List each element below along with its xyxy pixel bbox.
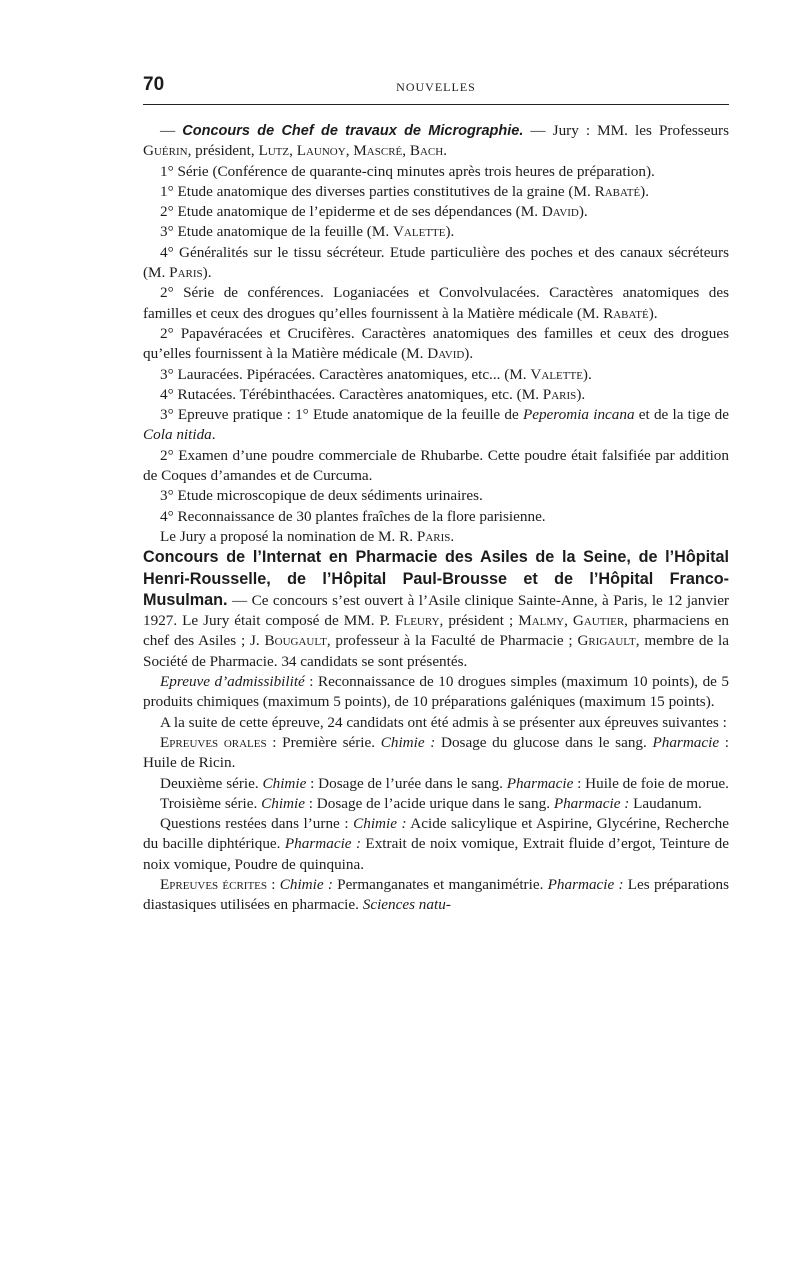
text: Deuxième série. [160,774,263,792]
text: ). [576,385,586,403]
label-epreuves-orales: Epreuves orales [160,733,267,751]
name-lutz: Lutz [258,142,290,160]
item-feuille [143,222,729,242]
label-epreuves-ecrites: Epreuves écrites [160,875,268,893]
text: Laudanum. [629,794,702,812]
name-bougault: Bougault [264,632,327,650]
text: Permanganates et manganimétrie. [332,875,548,893]
item-lauracees [143,365,729,385]
label-pharmacie: Pharmacie : [547,875,624,893]
name-david: David [427,345,465,363]
name-valette: Valette [530,365,583,383]
label-chimie: Chimie : [353,815,407,833]
text: 2° Papavéracées et Crucifères. Caractères anatomiques des familles et ceux des drogues qu’elles fournissent à la Matière médicale (M. [143,324,729,363]
name-fleury: Fleury [395,612,440,630]
item-papaveracees [143,324,729,365]
text: , président ; [439,612,519,630]
name-valette: Valette [392,223,446,241]
item-serie-1: 1° Série (Conférence de quarante-cinq minutes après trois heures de préparation). [160,162,655,180]
label-pharmacie: Pharmacie [506,774,574,792]
label-pharmacie: Pharmacie : [284,835,362,853]
species-cola: Cola nitida [143,426,212,444]
text: 2° Etude anatomique de l’epiderme et de ses dépendances (M. [160,203,542,221]
label-chimie: Chimie [261,794,305,812]
sep: . [443,142,448,160]
label-sciences-naturelles: Sciences natu- [362,896,451,914]
paragraph-oral-serie-1 [143,733,729,774]
page-header [143,70,729,105]
name-bach: Bach [409,142,444,160]
text: : [267,875,280,893]
label-chimie: Chimie : [380,733,436,751]
label-chimie: Chimie [262,774,307,792]
label-chimie: Chimie : [279,875,333,893]
page-number: 70 [143,74,165,95]
item-tissu-secreteur [143,243,729,284]
name-david: David [541,203,579,221]
label-pharmacie: Pharmacie [652,733,720,751]
text: . [211,426,216,444]
text: Le Jury a proposé la nomination de M. R. [160,527,417,545]
text: 3° Etude anatomique de la feuille (M. [160,223,393,241]
section1-title: Concours de Chef de travaux de Micrographie. [182,123,524,139]
page-body [143,121,729,916]
document-page [143,70,729,916]
paragraph-questions-urne [143,814,729,875]
text: ). [582,365,592,383]
name-gautier: Gautier [572,612,625,630]
text: ). [464,345,474,363]
paragraph-admissibilite [143,672,729,713]
species-peperomia: Peperomia incana [522,406,635,424]
sep: , [402,142,410,160]
text: , [564,612,573,630]
paragraph-oral-serie-2 [143,774,729,794]
text: Les préparations diastasiques utilisées en pharmacie. [143,875,730,914]
item-rhubarbe: 2° Examen d’une poudre commerciale de Rhubarbe. Cette poudre était falsifiée par addition de Coques d’amandes et de Curcuma. [143,446,729,485]
text: et de la tige de [634,406,729,424]
name-mascre: Mascré [353,142,403,160]
text: 4° Rutacées. Térébinthacées. Caractères anatomiques, etc. (M. [160,385,543,403]
name-paris: Paris [169,264,203,282]
name-grigault: Grigault [577,632,636,650]
name-rabate: Rabaté [603,304,649,322]
section1-heading-paragraph [143,121,729,162]
text: Extrait de noix vomique, Extrait fluide d’ergot, Teinture de noix vomique, Poudre de quinquina. [143,835,729,873]
sep: , [345,142,354,160]
item-sediments: 3° Etude microscopique de deux sédiments urinaires. [160,487,483,505]
item-rutacees [143,385,729,405]
text: : Dosage de l’acide urique dans le sang. [304,794,554,812]
name-malmy: Malmy [518,612,565,630]
text: : Reconnaissance de 10 drogues simples (maximum 10 points), de 5 produits chimiques (maximum 5 points), de 10 préparations galéniques (maximum 15 points). [143,673,729,711]
section2-title: Concours de l’Internat en Pharmacie des Asiles de la Seine, de l’Hôpital Henri-Rousselle, de l’Hôpital Paul-Brousse et de l’Hôpital Franco-Musulman. [143,548,729,609]
name-rabate: Rabaté [594,182,641,200]
dash: — [160,122,183,139]
paragraph-suite: A la suite de cette épreuve, 24 candidats ont été admis à se présenter aux épreuves suivantes : [160,713,727,731]
item-plantes: 4° Reconnaissance de 30 plantes fraîches de la flore parisienne. [160,507,546,525]
text: : Dosage de l’urée dans le sang. [306,774,507,792]
text: Dosage du glucose dans le sang. [435,733,653,751]
name-paris: Paris [416,527,451,545]
text: ). [202,264,212,282]
text: : Première série. [266,733,381,751]
item-nomination [143,527,729,547]
text: ). [640,182,650,200]
name-paris: Paris [542,385,577,403]
text: , pharmaciens en chef des Asiles ; J. [143,612,730,650]
text: , professeur à la Faculté de Pharmacie ; [326,632,578,650]
name-guerin: Guérin [143,142,188,160]
text: 3° Lauracées. Pipéracées. Caractères anatomiques, etc... (M. [160,365,531,383]
text: ). [578,203,588,221]
text: — Ce concours s’est ouvert à l’Asile clinique Sainte-Anne, à Paris, le 12 janvier 1927. Le Jury était composé de MM. P. [143,591,729,630]
text-president: , président, [187,142,259,160]
text: 4° Généralités sur le tissu sécréteur. Etude particulière des poches et des canaux sécréteurs (M. [143,243,729,282]
text: ). [648,304,658,322]
section2-heading-paragraph [143,547,729,672]
item-epreuve-pratique [143,405,729,446]
label-pharmacie: Pharmacie : [553,794,630,812]
name-launoy: Launoy [296,142,346,160]
paragraph-oral-serie-3 [143,794,729,814]
sep: , [289,142,297,160]
text: : Huile de Ricin. [143,733,729,772]
item-epiderme [143,202,729,222]
text: . [450,527,455,545]
item-serie-2 [143,283,729,324]
item-graine [143,182,729,202]
text: Acide salicylique et Aspirine, Glycérine, Recherche du bacille diphtérique. [143,815,729,853]
text: Questions restées dans l’urne : [160,815,354,833]
paragraph-epreuves-ecrites [143,875,729,916]
jury-intro: — Jury : MM. les Professeurs [523,122,729,139]
running-title: NOUVELLES [396,80,476,94]
text: 1° Etude anatomique des diverses parties constitutives de la graine (M. [160,182,595,200]
text: : Huile de foie de morue. [573,774,729,792]
text: 2° Série de conférences. Loganiacées et Convolvulacées. Caractères anatomiques des familles et ceux des drogues qu’elles fournissent à la Matière médicale (M. [143,284,729,322]
label-admissibilite: Epreuve d’admissibilité [160,673,305,691]
text: , membre de la Société de Pharmacie. 34 candidats se sont présentés. [143,632,730,670]
text: ). [445,223,455,241]
text: Troisième série. [160,794,262,812]
text: 3° Epreuve pratique : 1° Etude anatomique de la feuille de [160,406,523,424]
